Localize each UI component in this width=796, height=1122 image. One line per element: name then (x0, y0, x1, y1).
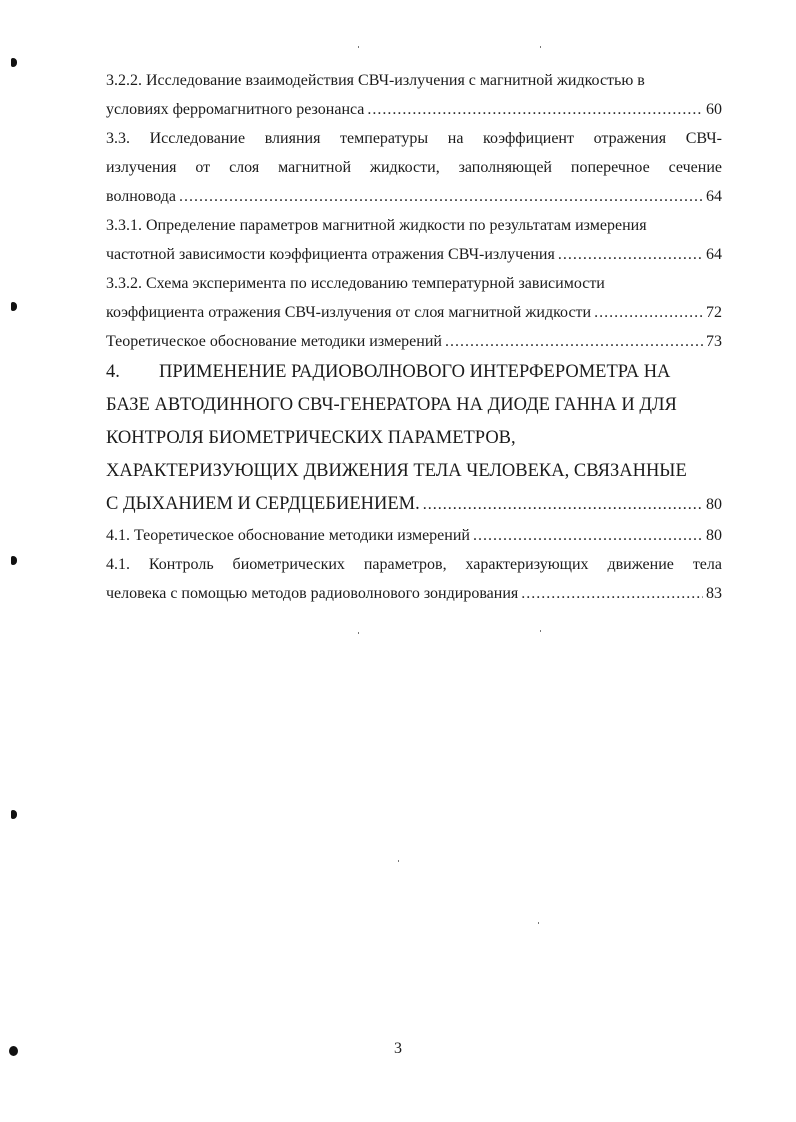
dot-leader (423, 488, 703, 521)
chapter-first-line (106, 356, 722, 389)
scan-speck (540, 46, 541, 48)
toc-entry-text: 4.1. Теоретическое обоснование методики измерений (106, 527, 470, 544)
toc-page-number: 72 (706, 304, 722, 321)
toc-entry-text: коэффициента отражения СВЧ-излучения от слоя магнитной жидкости (106, 304, 592, 321)
binding-mark (11, 58, 17, 67)
toc-entry-text: частотной зависимости коэффициента отражения СВЧ-излучения (106, 246, 555, 263)
binding-mark (11, 810, 17, 819)
chapter-title-line: ХАРАКТЕРИЗУЮЩИХ ДВИЖЕНИЯ ТЕЛА ЧЕЛОВЕКА, СВЯЗАННЫЕ (106, 461, 687, 481)
toc-chapter-4 (106, 356, 722, 521)
dot-leader (594, 298, 703, 327)
toc-entry-line: 3.3.1. Определение параметров магнитной жидкости по результатам измерения (106, 217, 647, 234)
toc-entry-line: излучения от слоя магнитной жидкости, заполняющей поперечное сечение (106, 159, 722, 176)
table-of-contents (106, 66, 722, 608)
toc-page-number: 60 (706, 101, 722, 118)
toc-entry-text: Теоретическое обоснование методики измерений (106, 333, 442, 350)
toc-entry-last-line (106, 579, 722, 608)
toc-entry-text: человека с помощью методов радиоволнового зондирования (106, 585, 519, 602)
toc-page-number: 80 (706, 527, 722, 544)
dot-leader (445, 327, 703, 356)
dot-leader (367, 95, 703, 124)
scan-speck (398, 860, 399, 862)
toc-entry-last-line (106, 182, 722, 211)
toc-entry-last-line (106, 95, 722, 124)
dot-leader (179, 182, 703, 211)
chapter-title-text: ПРИМЕНЕНИЕ РАДИОВОЛНОВОГО ИНТЕРФЕРОМЕТРА НА (159, 362, 671, 382)
toc-page-number: 64 (706, 188, 722, 205)
toc-page-number: 64 (706, 246, 722, 263)
toc-entry-text: волновода (106, 188, 177, 205)
chapter-last-line (106, 488, 722, 521)
toc-entry-last-line (106, 240, 722, 269)
toc-entry-3-3-2 (106, 269, 722, 327)
page-number: 3 (394, 1040, 402, 1057)
toc-entry-3-3-1 (106, 211, 722, 269)
toc-entry-line: 3.3.2. Схема эксперимента по исследованию температурной зависимости (106, 275, 605, 292)
toc-entry-4-1-b (106, 550, 722, 608)
chapter-title-line: БАЗЕ АВТОДИННОГО СВЧ-ГЕНЕРАТОРА НА ДИОДЕ ГАННА И ДЛЯ (106, 395, 677, 415)
scan-speck (358, 46, 359, 48)
binding-mark (11, 302, 17, 311)
toc-entry-line: 4.1. Контроль биометрических параметров, характеризующих движение тела (106, 556, 722, 573)
dot-leader (473, 521, 703, 550)
toc-entry-line: 3.2.2. Исследование взаимодействия СВЧ-излучения с магнитной жидкостью в (106, 72, 645, 89)
toc-entry-3-3 (106, 124, 722, 211)
chapter-title-text: С ДЫХАНИЕМ И СЕРДЦЕБИЕНИЕМ. (106, 494, 420, 514)
toc-page-number: 83 (706, 585, 722, 602)
binding-mark (11, 556, 17, 565)
toc-entry-theory (106, 327, 722, 356)
dot-leader (558, 240, 703, 269)
toc-entry-3-2-2 (106, 66, 722, 124)
dot-leader (521, 579, 703, 608)
toc-entry-line: 3.3. Исследование влияния температуры на коэффициент отражения СВЧ- (106, 130, 722, 147)
chapter-number: 4. (106, 362, 120, 382)
scan-speck (538, 922, 539, 924)
toc-page-number: 80 (706, 496, 722, 513)
scan-speck (540, 630, 541, 632)
chapter-title-line: КОНТРОЛЯ БИОМЕТРИЧЕСКИХ ПАРАМЕТРОВ, (106, 428, 516, 448)
toc-entry-last-line (106, 521, 722, 550)
toc-entry-last-line (106, 327, 722, 356)
toc-entry-last-line (106, 298, 722, 327)
scan-speck (358, 632, 359, 634)
toc-page-number: 73 (706, 333, 722, 350)
toc-entry-text: условиях ферромагнитного резонанса (106, 101, 365, 118)
toc-entry-4-1-a (106, 521, 722, 550)
